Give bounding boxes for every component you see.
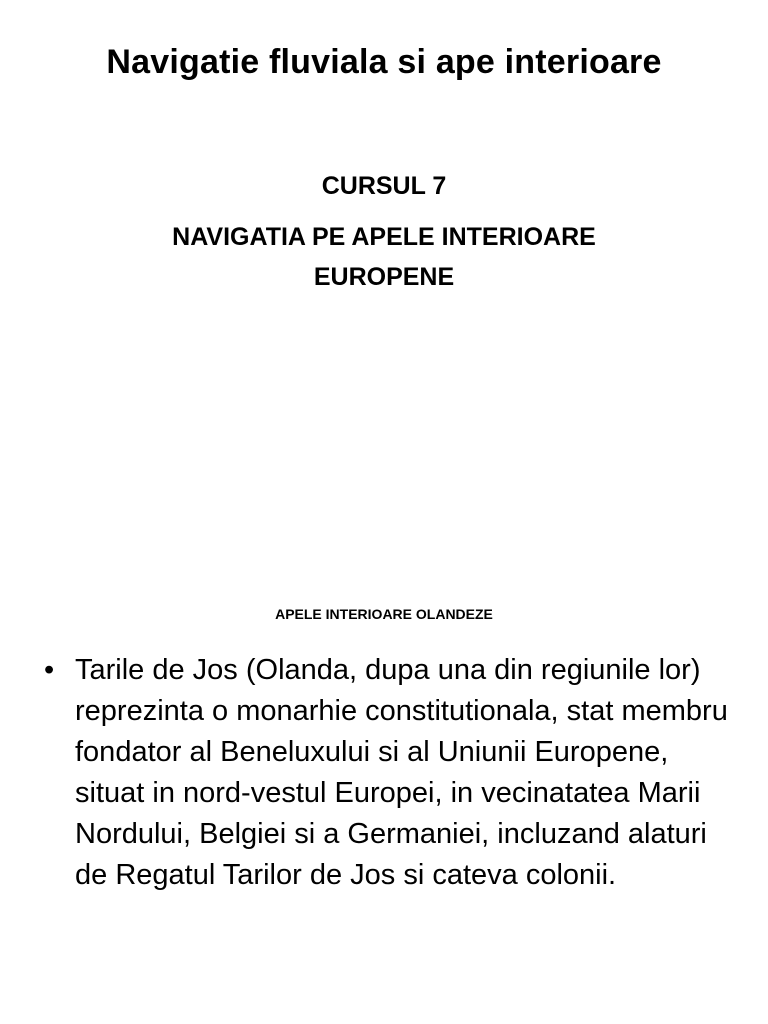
bullet-text: Tarile de Jos (Olanda, dupa una din regiunile lor) reprezinta o monarhie constitutionala, stat membru fondator al Beneluxului si al Uniunii Europene, situat in nord-vestul Europei, in vecinatatea Marii Nordului, Belgiei si a Germaniei, incluzand alaturi de Regatul Tarilor de Jos si cateva colonii. (75, 654, 728, 891)
page-title: Navigatie fluviala si ape interioare (106, 43, 662, 81)
list-item (44, 650, 734, 896)
course-subtitle (0, 168, 768, 297)
section-heading: APELE INTERIOARE OLANDEZE (275, 606, 493, 622)
bullet-list (44, 650, 734, 896)
course-number: CURSUL 7 (321, 172, 447, 200)
course-topic: NAVIGATIA PE APELE INTERIOARE EUROPENE (172, 223, 596, 291)
bullet-marker: • (44, 654, 55, 686)
